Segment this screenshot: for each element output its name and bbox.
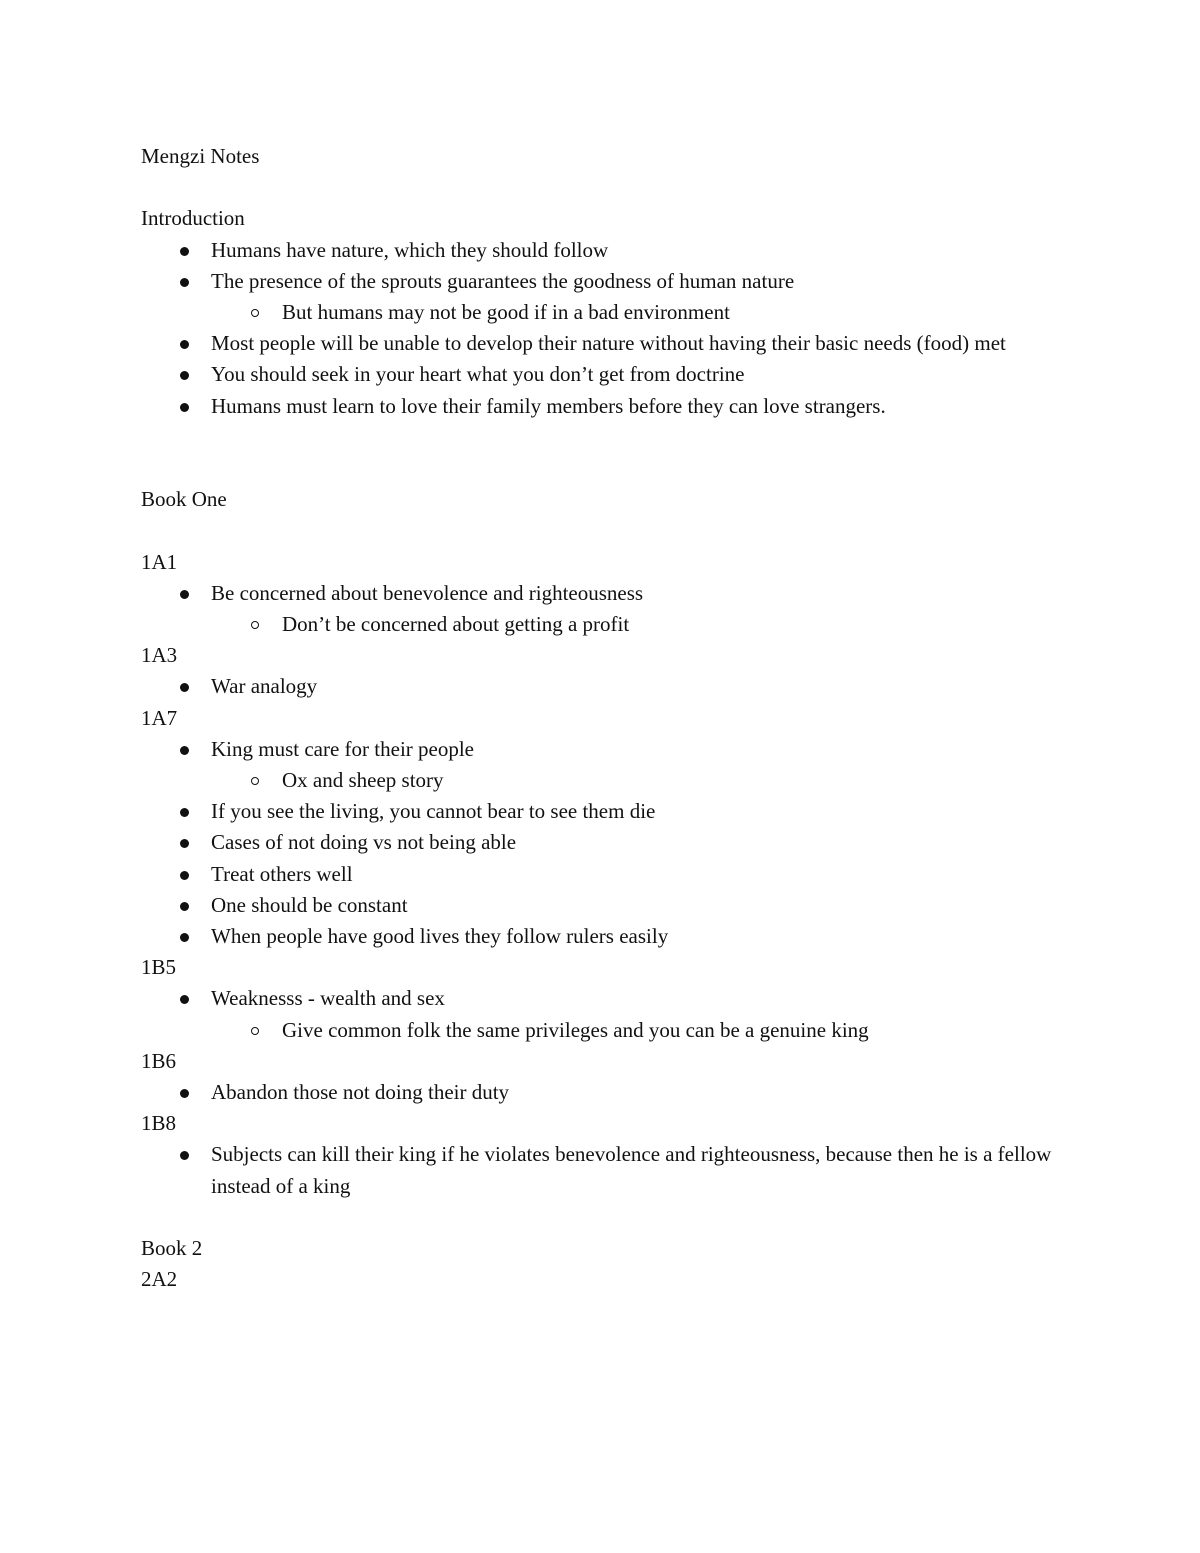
list-1a1: [141, 578, 1061, 640]
spacer: [141, 453, 1061, 484]
bullet-dot-icon: [180, 839, 189, 848]
introduction-list: [141, 235, 1061, 422]
subsection-label-2a2: 2A2: [141, 1267, 178, 1292]
list-item: Be concerned about benevolence and righteousness: [141, 578, 1061, 609]
bullet-dot-icon: [180, 247, 189, 256]
list-1a3: [141, 671, 1061, 702]
subsection-label-1a7: 1A7: [141, 705, 178, 730]
section-heading-book-one: Book One: [141, 487, 227, 512]
bullet-dot-icon: [180, 871, 189, 880]
list-item: Treat others well: [141, 859, 1061, 890]
list-item: If you see the living, you cannot bear to see them die: [141, 796, 1061, 827]
bullet-dot-icon: [180, 808, 189, 817]
list-item: Humans have nature, which they should follow: [141, 235, 1061, 266]
bullet-dot-icon: [180, 371, 189, 380]
bullet-circle-icon: [251, 621, 259, 629]
bullet-dot-icon: [180, 590, 189, 599]
list-item: Cases of not doing vs not being able: [141, 827, 1061, 858]
list-1b6: [141, 1077, 1061, 1108]
list-item: One should be constant: [141, 890, 1061, 921]
subsection-label-1b6: 1B6: [141, 1048, 177, 1073]
document-title: Mengzi Notes: [141, 144, 260, 168]
bullet-dot-icon: [180, 746, 189, 755]
document-body: [141, 141, 1061, 1295]
bullet-dot-icon: [180, 340, 189, 349]
list-item: War analogy: [141, 671, 1061, 702]
list-item: Most people will be unable to develop their nature without having their basic needs (food) met: [141, 328, 1061, 359]
section-heading-introduction: Introduction: [141, 206, 245, 231]
subsection-label-1a3: 1A3: [141, 643, 178, 668]
section-heading-book-two: Book 2: [141, 1235, 203, 1260]
list-1a7: [141, 734, 1061, 952]
subsection-label-1b8: 1B8: [141, 1111, 177, 1136]
list-item: Subjects can kill their king if he violates benevolence and righteousness, because then he is a fellow instead of a king: [141, 1139, 1061, 1201]
sub-list-item: Ox and sheep story: [141, 765, 1061, 796]
list-item: When people have good lives they follow rulers easily: [141, 921, 1061, 952]
list-1b8: [141, 1139, 1061, 1201]
bullet-circle-icon: [251, 309, 259, 317]
subsection-label-1b5: 1B5: [141, 955, 177, 980]
spacer: [141, 422, 1061, 453]
subsection-label-1a1: 1A1: [141, 549, 178, 574]
list-item: You should seek in your heart what you don’t get from doctrine: [141, 359, 1061, 390]
spacer: [141, 515, 1061, 546]
list-item: The presence of the sprouts guarantees the goodness of human nature: [141, 266, 1061, 297]
list-item: Abandon those not doing their duty: [141, 1077, 1061, 1108]
bullet-dot-icon: [180, 902, 189, 911]
list-item: Weaknesss - wealth and sex: [141, 983, 1061, 1014]
bullet-circle-icon: [251, 777, 259, 785]
bullet-dot-icon: [180, 1151, 189, 1160]
bullet-dot-icon: [180, 1089, 189, 1098]
bullet-dot-icon: [180, 995, 189, 1004]
bullet-dot-icon: [180, 403, 189, 412]
bullet-dot-icon: [180, 278, 189, 287]
bullet-circle-icon: [251, 1027, 259, 1035]
list-1b5: [141, 983, 1061, 1045]
bullet-dot-icon: [180, 683, 189, 692]
bullet-dot-icon: [180, 933, 189, 942]
spacer: [141, 172, 1061, 203]
sub-list-item: Give common folk the same privileges and you can be a genuine king: [141, 1015, 1061, 1046]
spacer: [141, 1202, 1061, 1233]
sub-list-item: But humans may not be good if in a bad environment: [141, 297, 1061, 328]
list-item: Humans must learn to love their family members before they can love strangers.: [141, 391, 1061, 422]
sub-list-item: Don’t be concerned about getting a profit: [141, 609, 1061, 640]
list-item: King must care for their people: [141, 734, 1061, 765]
